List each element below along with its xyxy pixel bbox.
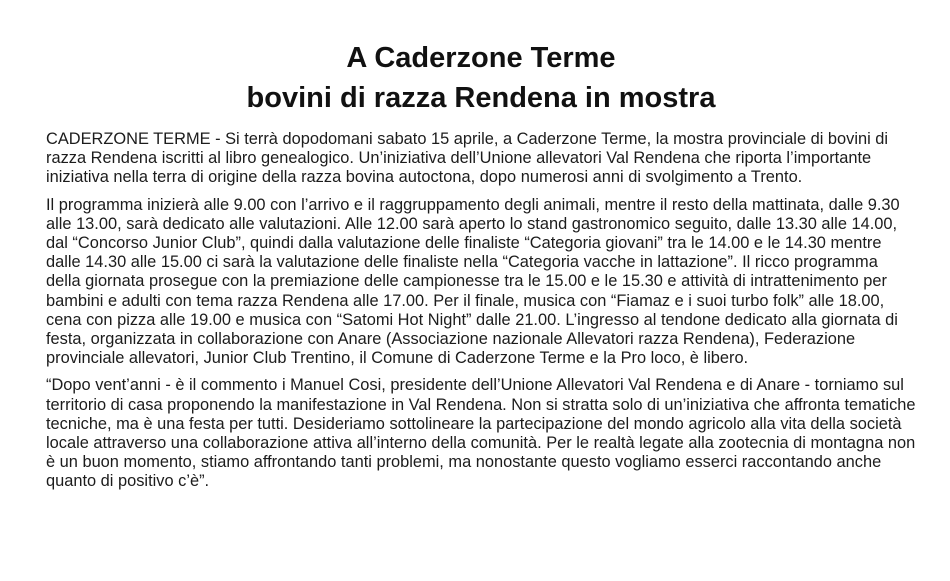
article-paragraph-intro: CADERZONE TERME - Si terrà dopodomani sabato 15 aprile, a Caderzone Terme, la mostra provinciale di bovini di razza Rendena iscritti al libro genealogico. Un’iniziativa dell’Unione allevatori Val Rendena che riporta l’importante iniziativa nella terra di origine della razza bovina autoctona, dopo numerosi anni di svolgimento a Trento. [46, 130, 889, 187]
article-headline [46, 38, 916, 118]
news-article [46, 38, 916, 500]
headline-line-1: A Caderzone Terme [346, 42, 616, 74]
headline-line-2: bovini di razza Rendena in mostra [246, 82, 716, 114]
article-paragraph-program: Il programma inizierà alle 9.00 con l’arrivo e il raggruppamento degli animali, mentre il resto della mattinata, dalle 9.30 alle 13.00, sarà dedicato alle valutazioni. Alle 12.00 sarà aperto lo stand gastronomico seguito, dalle 13.30 alle 14.00, dal “Concorso Junior Club”, quindi dalla valutazione delle finaliste “Categoria giovani” tra le 14.00 e le 14.30 mentre dalle 14.30 alle 15.00 ci sarà la valutazione delle finaliste nella “Categoria vacche in lattazione”. Il ricco programma della giornata prosegue con la premiazione delle campionesse tra le 15.00 e le 15.30 e attività di intrattenimento per bambini e adulti con tema razza Rendena alle 17.00. Per il finale, musica con “Fiamaz e i suoi turbo folk” alle 18.00, cena con pizza alle 19.00 e musica con “Satomi Hot Night” dalle 21.00. L’ingresso al tendone dedicato alla giornata di festa, organizzata in collaborazione con Anare (Associazione nazionale Allevatori razza Rendena), Federazione provinciale allevatori, Junior Club Trentino, il Comune di Caderzone Terme e la Pro loco, è libero. [46, 195, 900, 368]
article-paragraph-quote: “Dopo vent’anni - è il commento i Manuel Cosi, presidente dell’Unione Allevatori Val Rendena e di Anare - torniamo sul territorio di casa proponendo la manifestazione in Val Rendena. Non si stratta solo di un’iniziativa che affronta tematiche tecniche, ma è una festa per tutti. Desideriamo sottolineare la partecipazione del mondo agricolo alla vita della società locale attraverso una collaborazione attiva all’interno della comunità. Per le realtà legate alla zootecnia di montagna non è un buon momento, stiamo affrontando tanti problemi, ma nonostante questo vogliamo esserci raccontando anche quanto di positivo c’è”. [46, 376, 916, 491]
